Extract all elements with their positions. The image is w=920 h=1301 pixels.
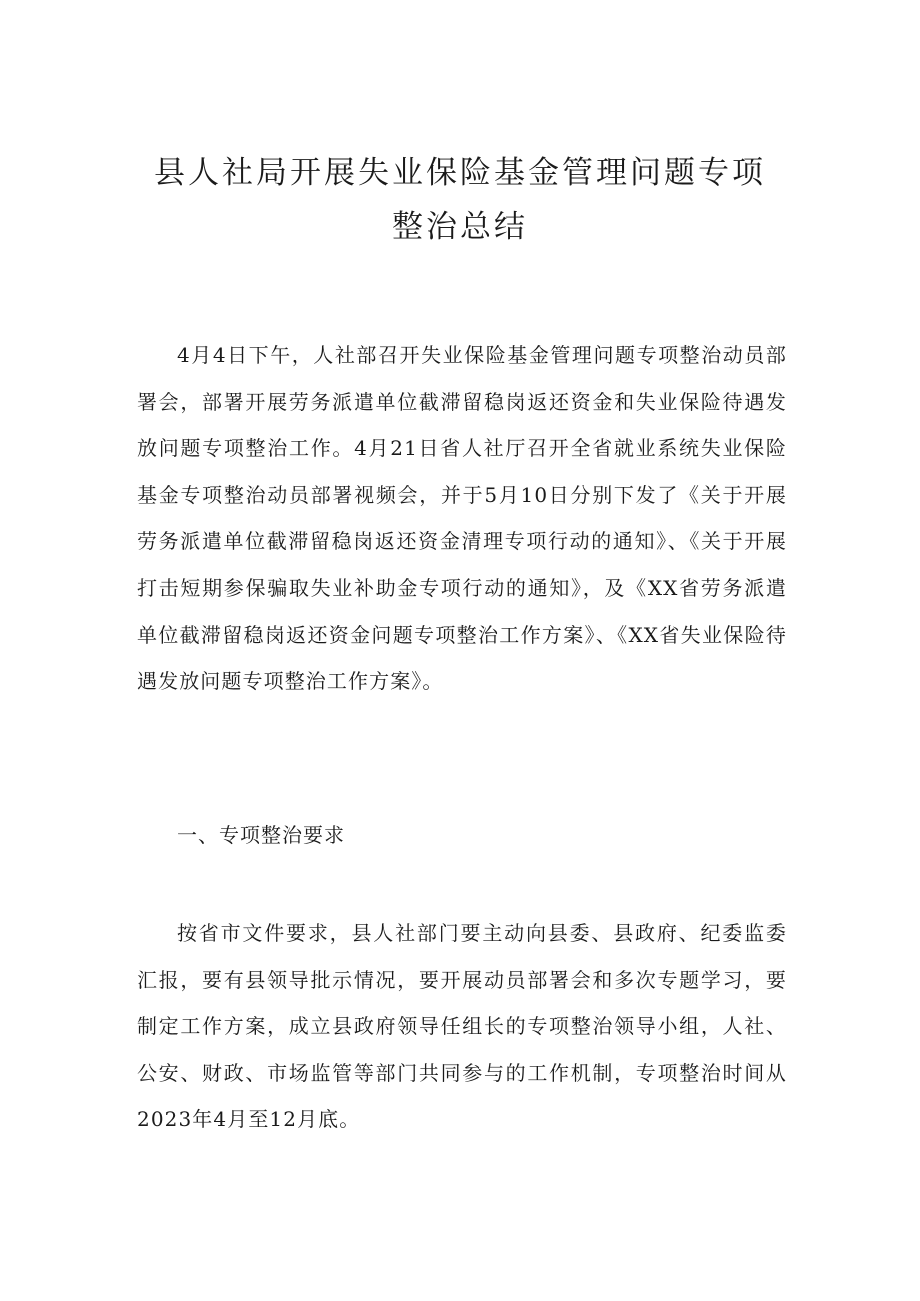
intro-paragraph-block bbox=[137, 332, 787, 705]
title-line-2: 整治总结 bbox=[392, 209, 528, 245]
section-heading: 一、专项整治要求 bbox=[177, 823, 345, 847]
requirements-paragraph: 按省市文件要求，县人社部门要主动向县委、县政府、纪委监委汇报，要有县领导批示情况，要开展动员部署会和多次专题学习，要制定工作方案，成立县政府领导任组长的专项整治领导小组，人社、公安、财政、市场监管等部门共同参与的工作机制，专项整治时间从2023年4月至12月底。 bbox=[137, 921, 787, 1132]
requirements-paragraph-block bbox=[137, 910, 787, 1143]
section-heading-block bbox=[137, 812, 787, 858]
document-title bbox=[130, 146, 790, 254]
title-line-1: 县人社局开展失业保险基金管理问题专项 bbox=[154, 155, 766, 191]
intro-paragraph: 4月4日下午，人社部召开失业保险基金管理问题专项整治动员部署会，部署开展劳务派遣单位截滞留稳岗返还资金和失业保险待遇发放问题专项整治工作。4月21日省人社厅召开全省就业系统失业保险基金专项整治动员部署视频会，并于5月10日分别下发了《关于开展劳务派遣单位截滞留稳岗返还资金清理专项行动的通知》、《关于开展打击短期参保骗取失业补助金专项行动的通知》，及《XX省劳务派遣单位截滞留稳岗返还资金问题专项整治工作方案》、《XX省失业保险待遇发放问题专项整治工作方案》。 bbox=[137, 343, 787, 694]
